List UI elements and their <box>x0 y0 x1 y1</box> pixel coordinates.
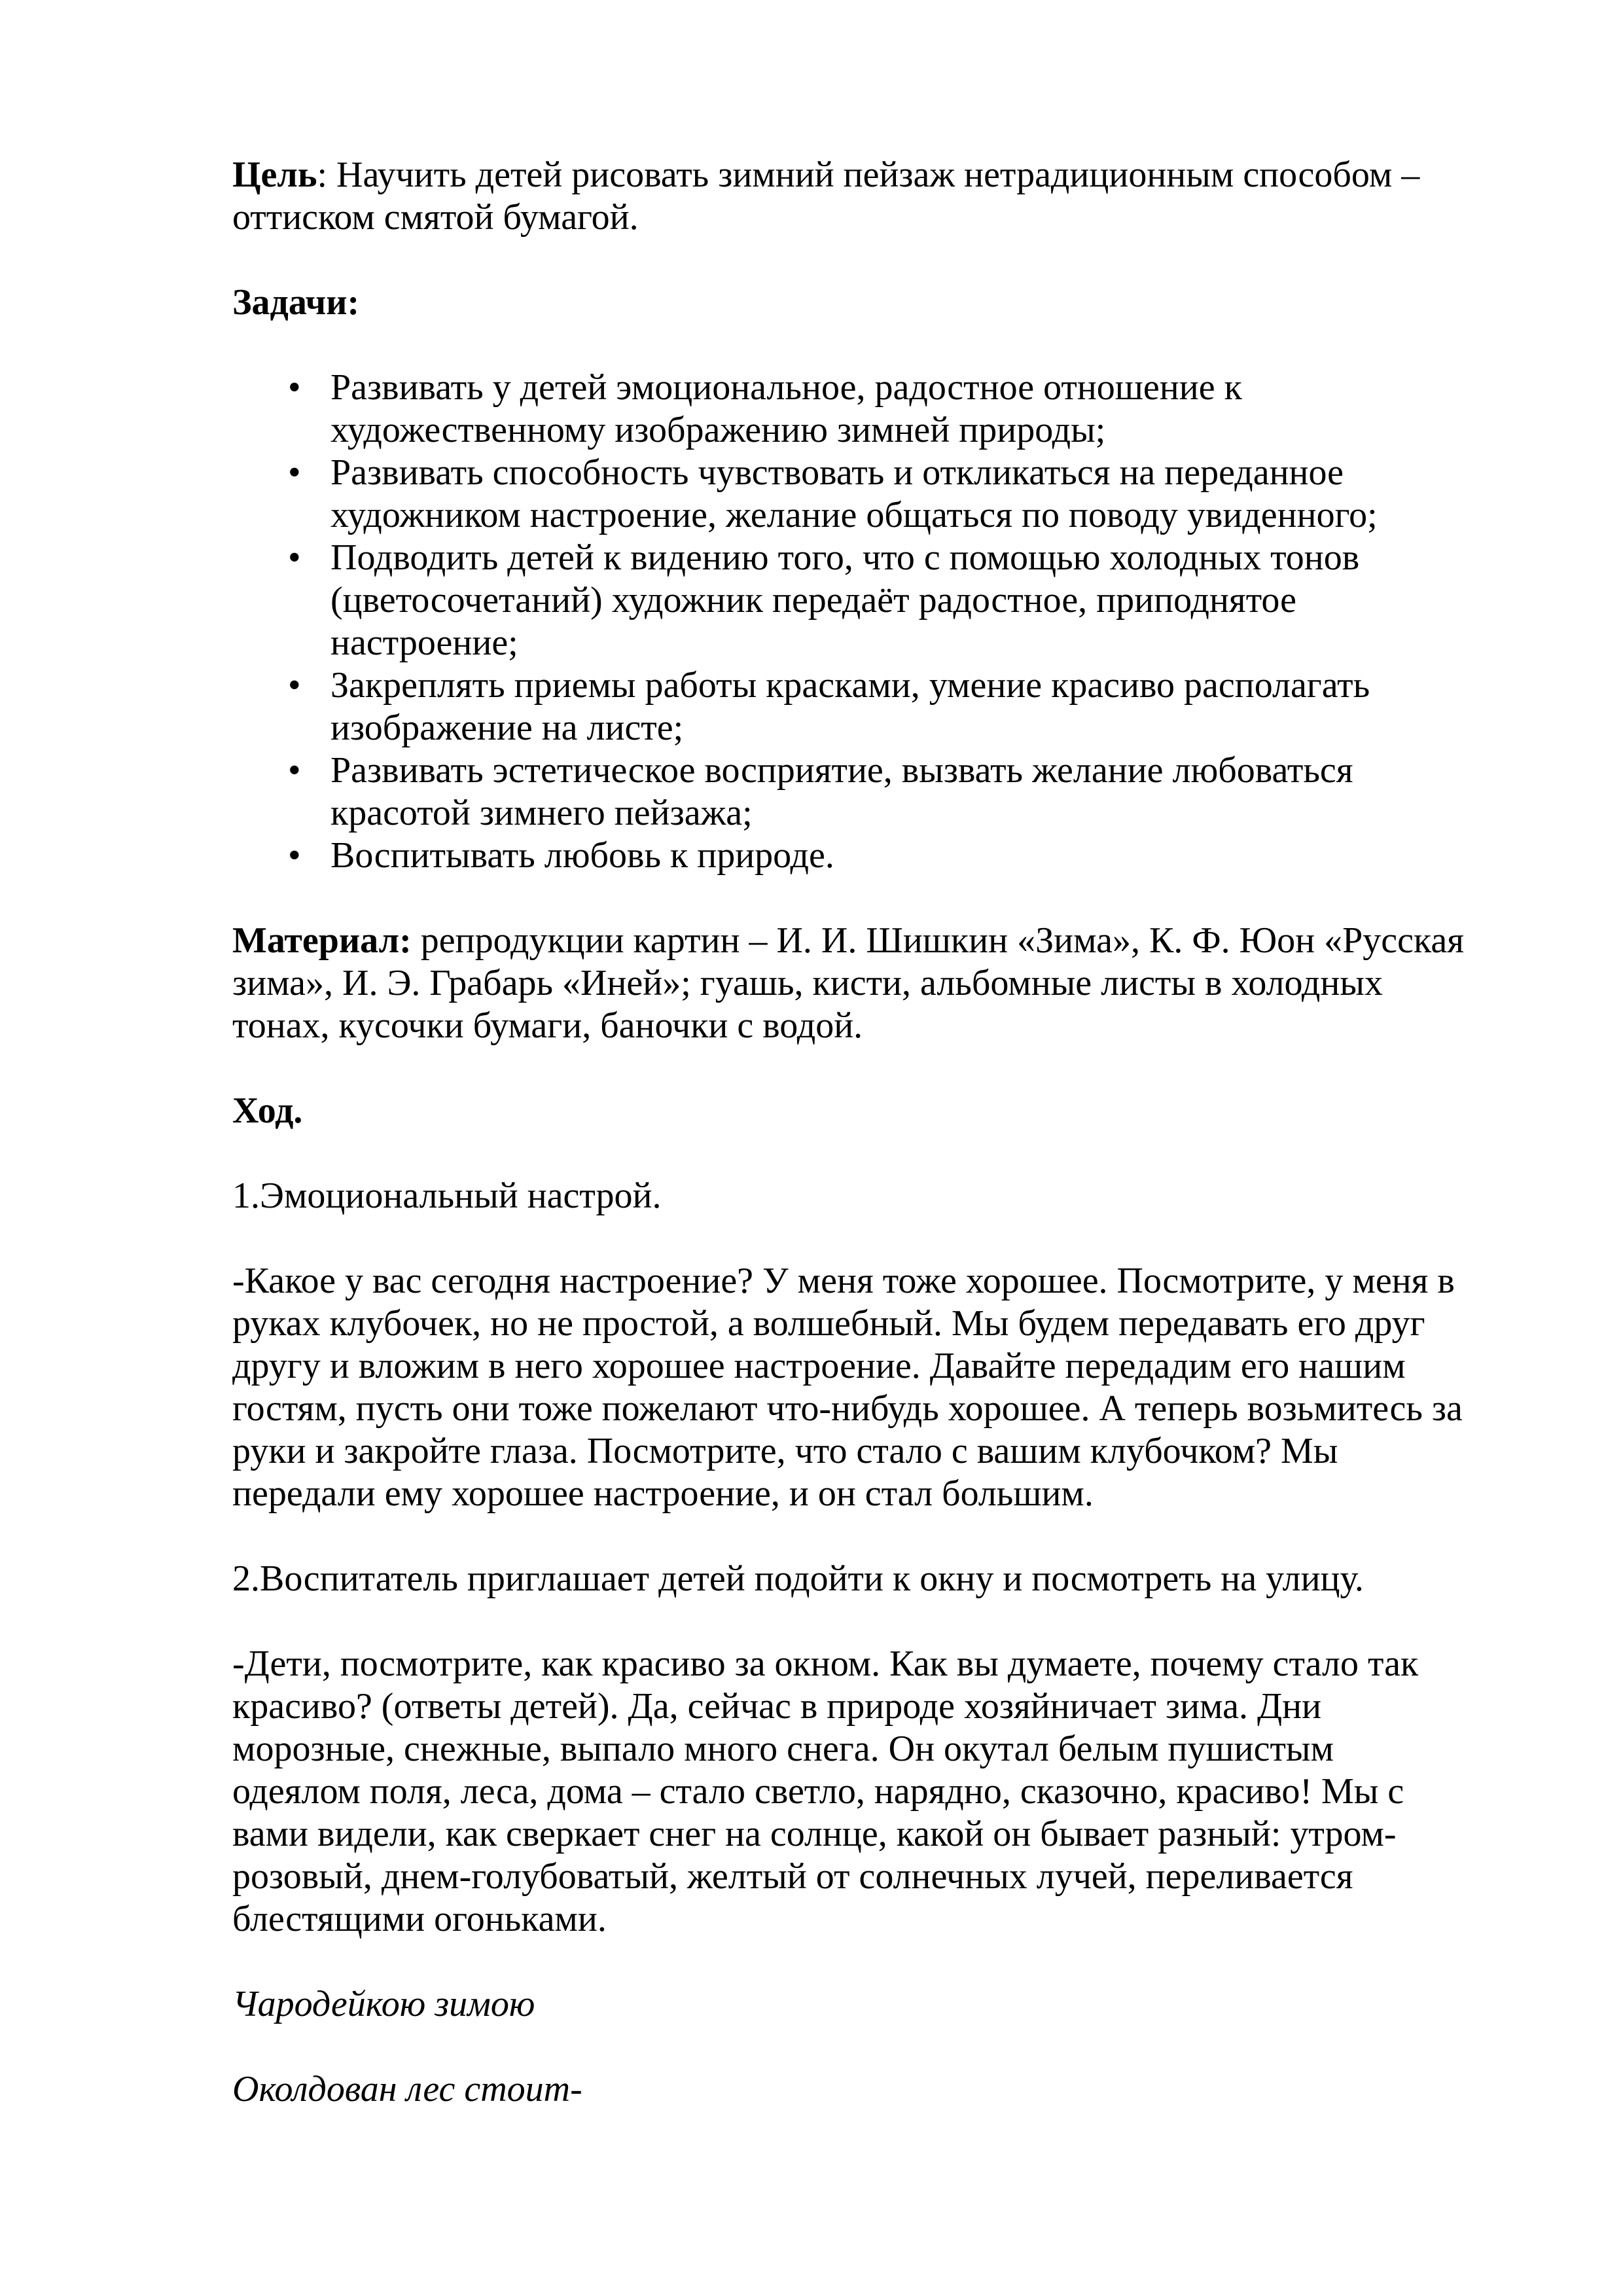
task-item: • Закреплять приемы работы красками, умение красиво располагать изображение на листе; <box>232 664 1469 749</box>
window-paragraph: -Дети, посмотрите, как красиво за окном. Как вы думаете, почему стало так красиво? (ответы детей). Да, сейчас в природе хозяйничает зима. Дни морозные, снежные, выпало много снега. Он окутал белым пушистым одеялом поля, леса, дома – стало светло, нарядно, сказочно, красиво! Мы с вами видели, как сверкает снег на солнце, какой он бывает разный: утром-розовый, днем-голубоватый, желтый от солнечных лучей, переливается блестящими огоньками. <box>232 1643 1419 1939</box>
material-label: Материал: <box>232 920 412 961</box>
task-item: • Развивать способность чувствовать и откликаться на переданное художником настроение, желание общаться по поводу увиденного; <box>232 452 1469 537</box>
task-item: • Развивать эстетическое восприятие, вызвать желание любоваться красотой зимнего пейзажа; <box>232 749 1469 834</box>
poem-line-1: Чародейкою зимою <box>232 1984 535 2024</box>
goal-paragraph <box>232 154 1469 239</box>
goal-label: Цель <box>232 154 317 195</box>
material-text: репродукции картин – И. И. Шишкин «Зима», К. Ф. Юон «Русская зима», И. Э. Грабарь «Иней»; гуашь, кисти, альбомные листы в холодных тонах, кусочки бумаги, баночки с водой. <box>232 920 1464 1046</box>
poem-line-2: Околдован лес стоит- <box>232 2069 582 2109</box>
goal-text: : Научить детей рисовать зимний пейзаж нетрадиционным способом – оттиском смятой бумагой. <box>232 154 1420 238</box>
tasks-heading: Задачи: <box>232 282 360 323</box>
task-item: • Развивать у детей эмоциональное, радостное отношение к художественному изображению зимней природы; <box>232 367 1469 452</box>
tasks-list <box>232 367 1469 877</box>
step-1-line: 1.Эмоциональный настрой. <box>232 1175 662 1216</box>
material-paragraph <box>232 920 1469 1047</box>
task-item: • Воспитывать любовь к природе. <box>232 834 1469 877</box>
task-item: • Подводить детей к видению того, что с помощью холодных тонов (цветосочетаний) художник передаёт радостное, приподнятое настроение; <box>232 537 1469 664</box>
mood-paragraph: -Какое у вас сегодня настроение? У меня тоже хорошее. Посмотрите, у меня в руках клубочек, но не простой, а волшебный. Мы будем передавать его друг другу и вложим в него хорошее настроение. Давайте передадим его нашим гостям, пусть они тоже пожелают что-нибудь хорошее. А теперь возьмитесь за руки и закройте глаза. Посмотрите, что стало с вашим клубочком? Мы передали ему хорошее настроение, и он стал большим. <box>232 1261 1463 1514</box>
step-2-line: 2.Воспитатель приглашает детей подойти к окну и посмотреть на улицу. <box>232 1558 1364 1599</box>
course-heading: Ход. <box>232 1090 303 1131</box>
